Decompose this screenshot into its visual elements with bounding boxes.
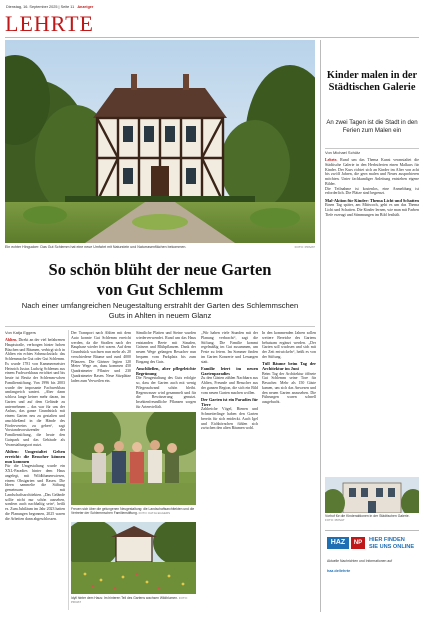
paragraph-text: Direkt an der viel befahrenen Hauptstraße, verborgen hinter hohen Büschen und Bäumen, verbirgt sich in Ahlten ein echtes Schmuckstück: das Schlemmsche Gut oder Gut Schlemm. Es wurde 1781 von Kammermeister Heinrich Justus Ludwig Schlemm aus einem Fachwerkhaus errichtet und bis heute ist Besitz der Schlemm-schen Familienstiftung. Von 1996 bis 2003 wurde der imposante Fachwerkbau umfangreich saniert. „Aber dann schloss lange keiner mehr daran, im Garten und auf dem Gelände zu unternehmen – das war für uns der Anlass, das ganze Grundstück mit einem Garten neu zu gestalten und anschließend in die Hände des Fördervereins zu geben“, sagt Vorstandsvorsitzender der Familienstiftung, die heute den Gutspark und das Gebäude als Veranstaltungsort nutzt. [5, 338, 65, 447]
article-subhead: Nach einer umfangreichen Neugestaltung erstrahlt der Garten des Schlemmschen Guts in Ahlten in neuem Glanz [21, 301, 299, 320]
paragraph-text: In den kommenden Jahren sollen weitere Bereiche des Gartens behutsam ergänzt werden. „Der Garten soll wachsen und sich mit der Zeit entwickeln“, heißt es von der Stiftung. [262, 331, 316, 359]
people-in-garden-photo [71, 412, 196, 505]
sidebar-photo [325, 477, 419, 513]
paragraph [262, 372, 316, 405]
article-column-1 [5, 338, 65, 610]
sidebar-rule [325, 148, 419, 149]
garden-photo-caption-text: Idyll hinter dem Haus: Im hinteren Teil des Gartens wachsen Wildblumen. [71, 596, 178, 600]
gallery-building-photo [325, 477, 419, 513]
paragraph [5, 338, 65, 447]
garden-photo-caption [71, 596, 196, 604]
ad-headline-1: HIER FINDEN [369, 537, 405, 543]
section-subheading: Mal-Aktion für Kinder: Thema Licht und Schatten [325, 197, 419, 203]
paragraph [325, 203, 419, 217]
paragraph-text: Zu den Gästen zählen Nachbarn aus Ahlten, Freunde und Besucher aus der ganzen Region, die sich ein Bild vom neuen Garten machen wollen. [201, 376, 258, 395]
people-photo [71, 412, 196, 505]
section-title: LEHRTE [5, 11, 94, 36]
sidebar-photo-caption-text: Vorhof für die Kinderaktionen in der Städtischen Galerie. [325, 514, 410, 518]
sidebar-photo-credit: FOTO: PRIVAT [325, 518, 345, 523]
paragraph [71, 331, 131, 383]
haz-logo: HAZ [327, 537, 349, 549]
ad-headline-2: SIE UNS ONLINE [369, 543, 415, 550]
sidebar-body [325, 158, 419, 474]
paragraph [201, 331, 258, 364]
section-subheading: Tüll Bäume beim Tag der Architektur im Juni [262, 361, 316, 371]
paragraph-text: Rund um das Thema Kunst veranstaltet die Städtische Galerie in den Herbstferien einen Malkurs für Kinder. Der Kurs richtet sich an Kinder im Alter von acht bis zwölf Jahren, die gern malen und Neues ausprobieren möchten. Unter fachkundiger Anleitung entstehen eigene Bilder. [325, 158, 419, 186]
sidebar-divider [320, 40, 321, 612]
column-divider [68, 330, 69, 610]
people-photo-credit: FOTO: KATJA EGGERS [138, 511, 170, 516]
paragraph [136, 376, 196, 409]
paragraph [5, 464, 65, 521]
garden-photo [71, 522, 196, 594]
article-byline: Von Katja Eggers [5, 330, 36, 335]
dateline-text: Dienstag, 16. September 2025 | Seite 11 [6, 5, 75, 9]
garden-photo-credit: FOTO: PRIVAT [71, 596, 188, 605]
paragraph-text: Einen Tag später, am Mittwoch, geht es um das Thema Licht und Schatten. Die Kinder lernen, wie man mit Farben Tiefe erzeugt und Stimmungen im Bild festhält. [325, 202, 419, 217]
section-subheading: Der Garten ist ein Paradies für Tiere [201, 396, 258, 407]
section-subheading: Ahlten: Umgestaltet Gehen erreicht: die Besucher können nun kommen [5, 448, 65, 464]
brand-name: Anzeiger [77, 5, 94, 9]
section-subheading: Anschließen, aber pflegeleichte Begrünung [136, 365, 196, 376]
dateline-lead: Lehrte. [325, 158, 338, 162]
main-photo-caption-text: Ein echter Hingucker: Das Gut Schlemm hat eine neue Umfahrt mit Naturstein und Naturrasenflächen bekommen. [5, 245, 187, 249]
main-photo-credit: FOTO: PRIVAT [294, 245, 315, 249]
paragraph-text: Beim Tag der Architektur öffnete Gut Schlemm seine Tore für Besucher. Mehr als 150 Gäste kamen, um sich das Anwesen und den neuen Garten anzusehen. Die Führungen waren schnell ausgebucht. [262, 371, 316, 404]
sidebar-headline: Kinder malen in der Städtischen Galerie [326, 70, 418, 93]
article-column-2 [71, 331, 131, 409]
paragraph [136, 331, 196, 364]
main-photo [5, 40, 315, 243]
manor-house-photo [5, 40, 315, 243]
header-rule [5, 37, 419, 38]
people-photo-caption-text: Freuen sich über die gelungenen Neugestaltung: die Landschaftsarchitekten und die Vertreter der Schlemmschen Familienstiftung. [71, 507, 195, 516]
sidebar-byline: Von Michael Schütz [325, 150, 361, 155]
paragraph-text: Die Teilnahme ist kostenlos, eine Anmeldung ist erforderlich. Die Plätze sind begrenzt. [325, 185, 419, 196]
section-subheading: Familie leiert im neuen Gartenparadies [201, 365, 258, 376]
wildflower-garden-photo [71, 522, 196, 594]
paragraph [262, 331, 316, 360]
np-logo: NP [351, 537, 365, 549]
paragraph-text: Zahlreiche Vögel, Bienen und Schmetterlinge haben den Garten bereits für sich entdeckt. Auch Igel und Eichhörnchen fühlen sich zwischen den alten Bäumen wohl. [201, 407, 258, 431]
ad-text: Aktuelle Nachrichten und Informationen auf [327, 559, 393, 563]
article-column-3 [136, 331, 196, 409]
article-column-5 [262, 331, 316, 611]
paragraph-text: Der Transport nach Ahlten mit dem Auto konnte Gut Schlemm erreicht werden, da die Straßen nach der Bauphase wieder frei waren. Auf dem Grundstück wachsen nun mehr als 20 verschiedene Bäume und rund 4000 Pflanzen. Die Gärtner legten 120 Meter Wege an, dazu kommen 450 Quadratmeter Pflaster und 230 Quadratmeter Rasen. Neue Sitzplätze laden zum Verweilen ein. [71, 331, 131, 383]
paragraph-text: „Wir haben viele Stunden mit der Planung verbracht“, sagt die Stiftung. Die Familie kommt regelmäßig im Gut zusammen, um Feste zu feiern. Im Sommer finden im Garten Konzerte und Lesungen statt. [201, 331, 258, 364]
paragraph-text: Die Neugestaltung des Guts erfolgte so, dass der Garten auch mit wenig Pflegeaufwand schön bleibt. Regenwasser wird gesammelt und für die Bewässerung genutzt. Insektenfreundliche Pflanzen sorgen für Artenvielfalt. [136, 376, 196, 409]
article-column-4 [201, 331, 258, 611]
dateline [6, 5, 93, 10]
paragraph [325, 158, 419, 187]
sidebar-teaser: An zwei Tagen ist die Stadt in den Ferien zum Malen ein [326, 119, 418, 134]
paragraph-text: Sämtliche Platten und Steine wurden wiederverwendet. Rund um das Haus entstanden Beete mit Stauden, Gräsern und Blühpflanzen. Dank der neuen Wege gelangen Besucher nun bequem vom Parkplatz bis zum Eingang des Guts. [136, 331, 196, 364]
sidebar-photo-caption [325, 514, 419, 522]
ad-link[interactable]: haz.de/lehrte [327, 569, 351, 573]
people-photo-caption [71, 507, 196, 515]
paragraph [325, 187, 419, 197]
headline-rule [5, 326, 315, 327]
paragraph [201, 376, 258, 395]
main-photo-caption [5, 245, 315, 250]
article-headline: So schön blüht der neue Garten von Gut Schlemm [48, 260, 272, 299]
paragraph [201, 407, 258, 431]
online-ad[interactable] [325, 530, 419, 613]
dateline-lead: Ahlten. [5, 338, 18, 342]
paragraph-text: Für die Umgestaltung wurde ein XXL-Paradies hinter dem Haus angelegt, mit Wildblumenwiesen, einem Obstgarten und Rasen. Die Ideen sammelte die Stiftung gemeinsam mit Landschaftsarchitekten. „Das Gelände sollte nicht nur schön aussehen, sondern auch nachhaltig sein“, heißt es. Zum Jubiläum im Jahr 2023 hatten die Planungen begonnen, 2025 waren die Arbeiten dann abgeschlossen. [5, 464, 65, 521]
